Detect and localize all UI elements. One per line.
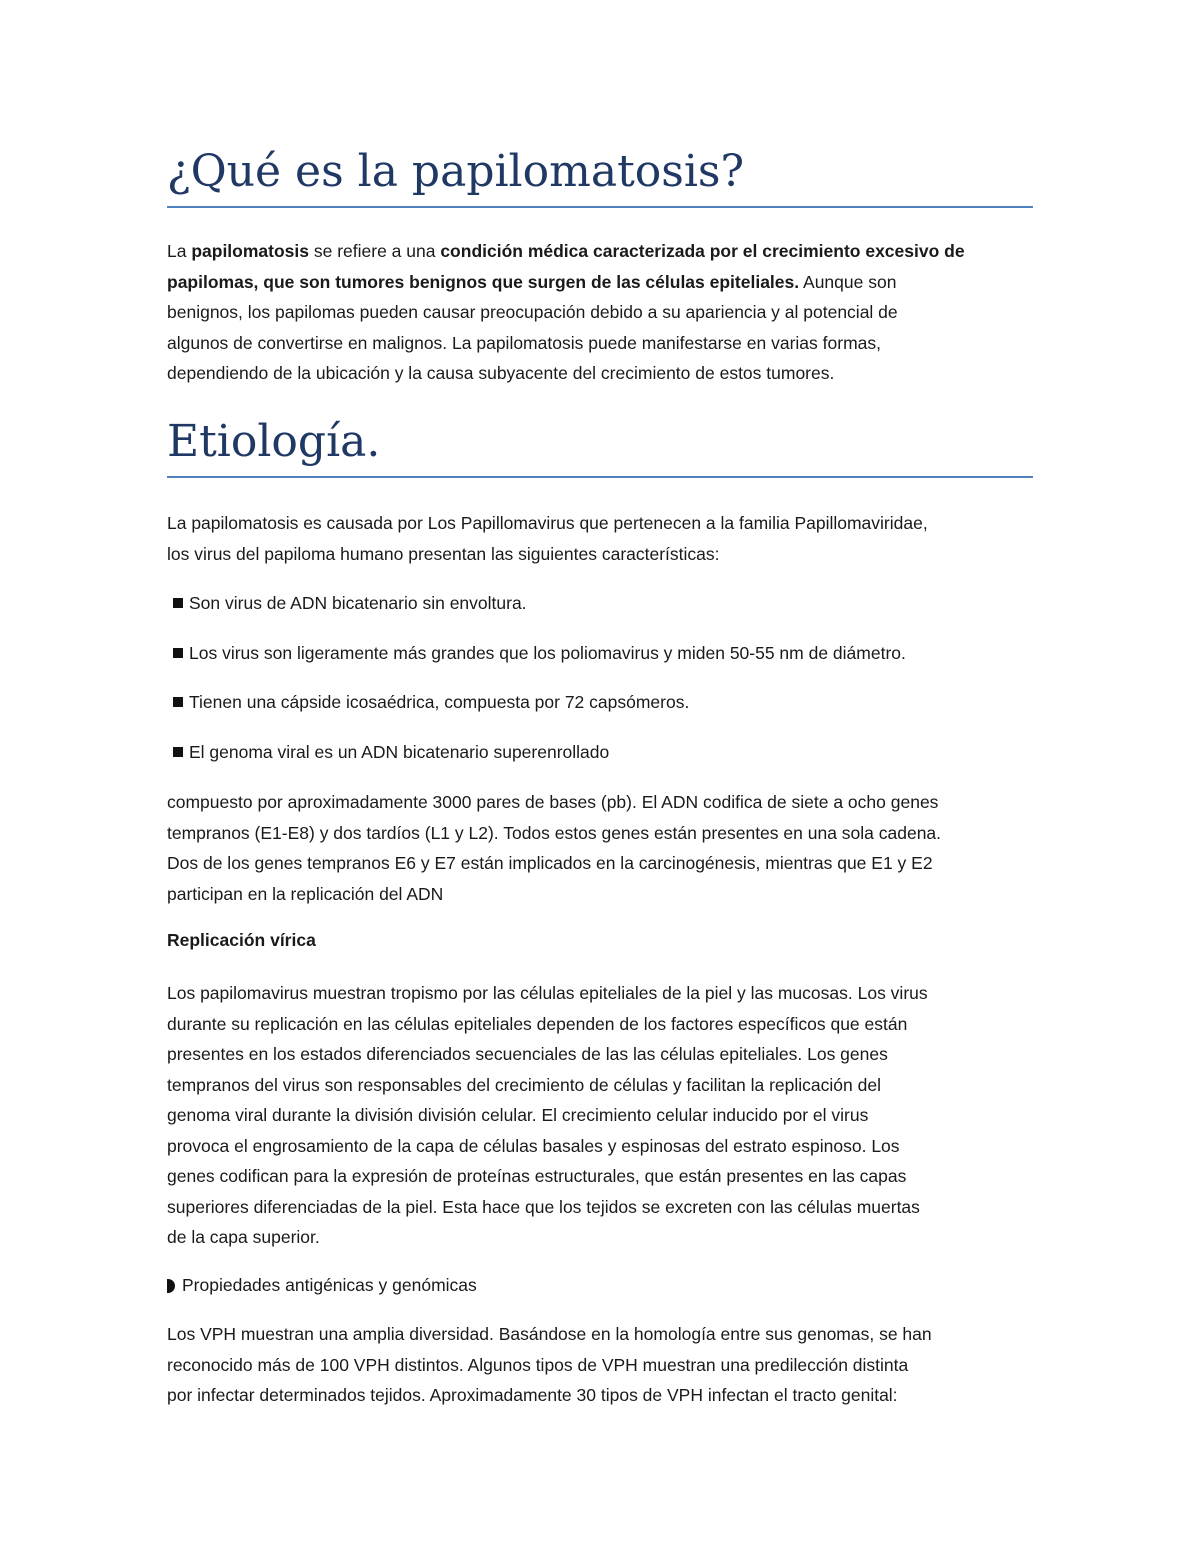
paragraph-antigenic [167,1319,1033,1411]
heading-etiology: Etiología. [167,416,381,467]
text-line: reconocido más de 100 VPH distintos. Algunos tipos de VPH muestran una predilección distinta [167,1354,909,1375]
text-line: genoma viral durante la división división celular. El crecimiento celular inducido por el virus [167,1105,869,1125]
paragraph-replication [167,978,1033,1253]
text-line: tempranos (E1-E8) y dos tardíos (L1 y L2). Todos estos genes están presentes en una sola cadena. [167,822,942,843]
text-line: superiores diferenciadas de la piel. Esta hace que los tejidos se excreten con las células muertas [167,1196,920,1217]
text-line: Los VPH muestran una amplia diversidad. Basándose en la homología entre sus genomas, se han [167,1324,932,1344]
text-line: durante su replicación en las células epiteliales dependen de los factores específicos que están [167,1013,908,1034]
text-line: presentes en los estados diferenciados secuenciales de las las células epiteliales. Los genes [167,1044,888,1064]
text-line: participan en la replicación del ADN [167,883,444,904]
bold-phrase: papilomas, que son tumores benignos que surgen de las células epiteliales. [167,271,800,292]
heading-what-is-papillomatosis: ¿Qué es la papilomatosis? [167,146,745,197]
list-item: Tienen una cápside icosaédrica, compuesta por 72 capsómeros. [173,690,689,714]
square-bullet-icon [173,648,183,658]
text-line: los virus del papiloma humano presentan las siguientes características: [167,543,720,564]
paragraph-genome [167,787,1033,909]
text-line: Los papilomavirus muestran tropismo por las células epiteliales de la piel y las mucosas. Los virus [167,983,928,1003]
heading-underline [167,206,1033,208]
text-line: por infectar determinados tejidos. Aproximadamente 30 tipos de VPH infectan el tracto genital: [167,1385,898,1405]
list-item: Los virus son ligeramente más grandes que los poliomavirus y miden 50-55 nm de diámetro. [173,641,906,665]
text-line: compuesto por aproximadamente 3000 pares de bases (pb). El ADN codifica de siete a ocho genes [167,792,939,812]
bold-phrase: condición médica caracterizada por el crecimiento excesivo de [440,241,965,261]
paragraph-definition [167,236,1033,389]
square-bullet-icon [173,598,183,608]
square-bullet-icon [173,747,183,757]
list-item: El genoma viral es un ADN bicatenario superenrollado [173,740,609,764]
heading-underline [167,476,1033,478]
list-item: Son virus de ADN bicatenario sin envoltura. [173,591,527,615]
text-line: papilomas, que son tumores benignos que surgen de las células epiteliales. Aunque son [167,271,897,292]
text-line: La papilomatosis es causada por Los Papillomavirus que pertenecen a la familia Papillomaviridae, [167,513,928,533]
square-bullet-icon [173,697,183,707]
text-line: algunos de convertirse en malignos. La papilomatosis puede manifestarse en varias formas, [167,332,881,353]
half-circle-bullet-icon [167,1279,175,1293]
text-line: benignos, los papilomas pueden causar preocupación debido a su apariencia y al potencial de [167,302,898,322]
text-line: tempranos del virus son responsables del crecimiento de células y facilitan la replicación del [167,1074,881,1095]
subheading-antigenic-properties: Propiedades antigénicas y genómicas [167,1273,477,1297]
text-line: genes codifican para la expresión de proteínas estructurales, que están presentes en las capas [167,1166,907,1186]
text-line: Dos de los genes tempranos E6 y E7 están implicados en la carcinogénesis, mientras que E1 y E2 [167,853,933,873]
subheading-viral-replication: Replicación vírica [167,930,316,950]
bold-term: papilomatosis [191,241,309,261]
text-line: de la capa superior. [167,1227,320,1247]
text-line: dependiendo de la ubicación y la causa subyacente del crecimiento de estos tumores. [167,363,835,383]
paragraph-etiology-intro [167,508,1033,569]
text-line: provoca el engrosamiento de la capa de células basales y espinosas del estrato espinoso. Los [167,1135,900,1156]
text-line: La papilomatosis se refiere a una condición médica caracterizada por el crecimiento excesivo de [167,241,965,261]
